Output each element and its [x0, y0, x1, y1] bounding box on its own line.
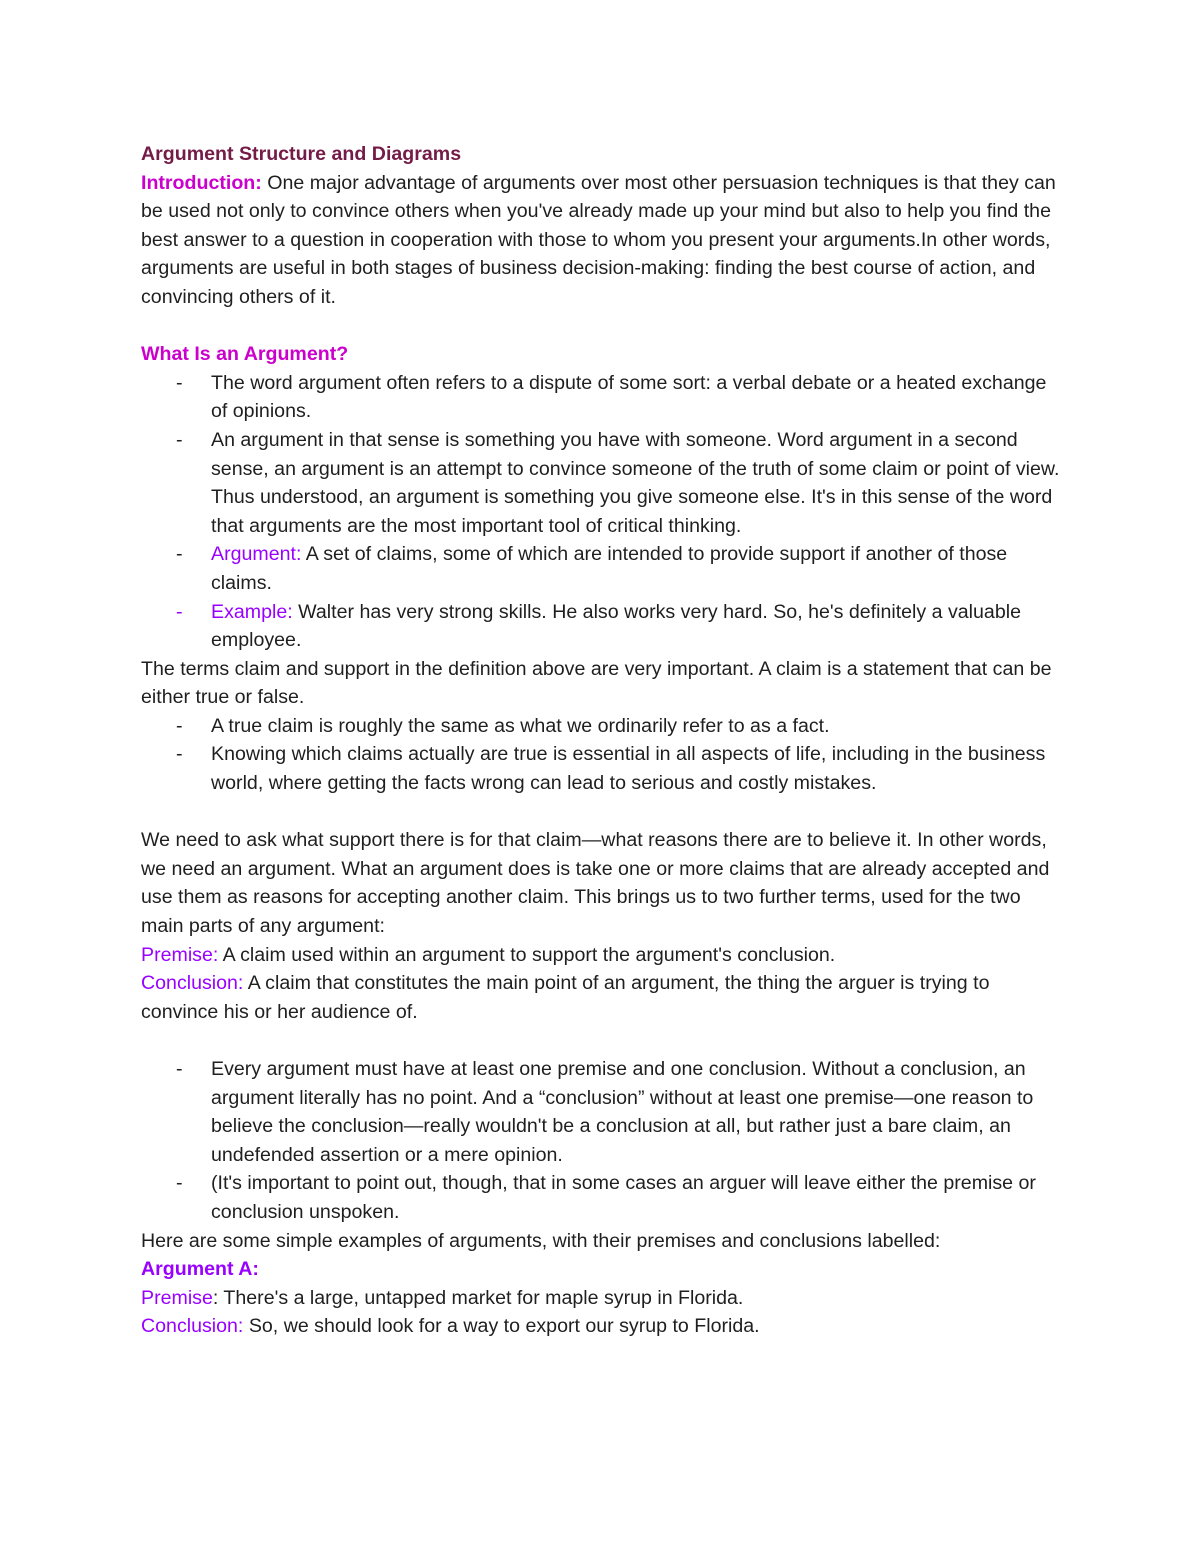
list-item-text: The word argument often refers to a dispute of some sort: a verbal debate or a heated exchange of opinions. — [211, 371, 1047, 423]
rule-list — [141, 1055, 1061, 1227]
dash-bullet: - — [176, 428, 183, 451]
dash-bullet: - — [176, 543, 183, 566]
list-item — [141, 740, 1061, 797]
list-item-text: An argument in that sense is something you have with someone. Word argument in a second sense, an argument is an attempt to convince someone of the truth of some claim or point of view. Thus understood, an argument is something you give someone else. It's in this sense of the word that arguments are the most important tool of critical thinking. — [211, 428, 1060, 537]
conclusion-text: A claim that constitutes the main point of an argument, the thing the arguer is trying to convince his or her audience of. — [141, 972, 990, 1023]
dash-bullet: - — [176, 600, 183, 623]
example-term-label: Example: — [211, 600, 293, 623]
dash-bullet: - — [176, 714, 183, 737]
spacer — [141, 798, 1061, 827]
what-is-heading: What Is an Argument? — [141, 343, 349, 366]
document-title: Argument Structure and Diagrams — [141, 143, 462, 165]
conclusion-label: Conclusion: — [141, 1315, 244, 1338]
list-item — [141, 540, 1061, 597]
argument-a-heading: Argument A: — [141, 1258, 259, 1281]
conclusion-label: Conclusion: — [141, 972, 244, 995]
list-item — [141, 1169, 1061, 1226]
spacer — [141, 312, 1061, 341]
premise-label: Premise — [141, 1286, 213, 1309]
list-item — [141, 369, 1061, 426]
list-item-text: Every argument must have at least one premise and one conclusion. Without a conclusion, an argument literally has no point. And a “conclusion” without at least one premise—one reason to believe the conclusion—really wouldn't be a conclusion at all, but rather just a bare claim, an undefended assertion or a mere opinion. — [211, 1058, 1034, 1166]
dash-bullet: - — [176, 371, 183, 394]
support-paragraph: We need to ask what support there is for that claim—what reasons there are to believe it. In other words, we need an argument. What an argument does is take one or more claims that are already accepted and use them as reasons for accepting another claim. This brings us to two further terms, used for the two main parts of any argument: — [141, 829, 1050, 938]
document-page — [141, 140, 1061, 1341]
list-item — [141, 426, 1061, 540]
conclusion-definition — [141, 969, 1061, 1026]
intro-text: One major advantage of arguments over most other persuasion techniques is that they can be used not only to convince others when you've already made up your mind but also to help you find the best answer to a question in cooperation with those to whom you present your arguments.In other words, arguments are useful in both stages of business decision-making: finding the best course of action, and convincing others of it. — [141, 171, 1056, 308]
list-item — [141, 1055, 1061, 1169]
premise-definition — [141, 941, 1061, 970]
list-item-text: Knowing which claims actually are true is essential in all aspects of life, including in the business world, where getting the facts wrong can lead to serious and costly mistakes. — [211, 743, 1046, 795]
list-item — [141, 712, 1061, 741]
premise-text: : There's a large, untapped market for maple syrup in Florida. — [212, 1286, 744, 1309]
what-is-list — [141, 369, 1061, 655]
claim-list — [141, 712, 1061, 798]
list-item — [141, 598, 1061, 655]
list-item-text: Walter has very strong skills. He also works very hard. So, he's definitely a valuable employee. — [211, 600, 1021, 652]
argument-term-label: Argument: — [211, 543, 302, 566]
list-item-text: A true claim is roughly the same as what we ordinarily refer to as a fact. — [211, 714, 830, 737]
premise-text: A claim used within an argument to support the argument's conclusion. — [218, 943, 836, 966]
dash-bullet: - — [176, 743, 183, 766]
argument-a-conclusion — [141, 1312, 1061, 1341]
intro-paragraph — [141, 169, 1061, 312]
intro-label: Introduction: — [141, 171, 262, 194]
claim-paragraph: The terms claim and support in the definition above are very important. A claim is a statement that can be either true or false. — [141, 657, 1052, 709]
argument-a-premise — [141, 1284, 1061, 1313]
premise-label: Premise: — [141, 943, 219, 966]
conclusion-text: So, we should look for a way to export our syrup to Florida. — [243, 1315, 760, 1338]
list-item-text: A set of claims, some of which are intended to provide support if another of those claims. — [211, 543, 1008, 594]
list-item-text: (It's important to point out, though, that in some cases an arguer will leave either the premise or conclusion unspoken. — [211, 1172, 1036, 1223]
examples-intro: Here are some simple examples of arguments, with their premises and conclusions labelled: — [141, 1229, 941, 1252]
dash-bullet: - — [176, 1058, 183, 1080]
dash-bullet: - — [176, 1172, 183, 1195]
spacer — [141, 1026, 1061, 1055]
